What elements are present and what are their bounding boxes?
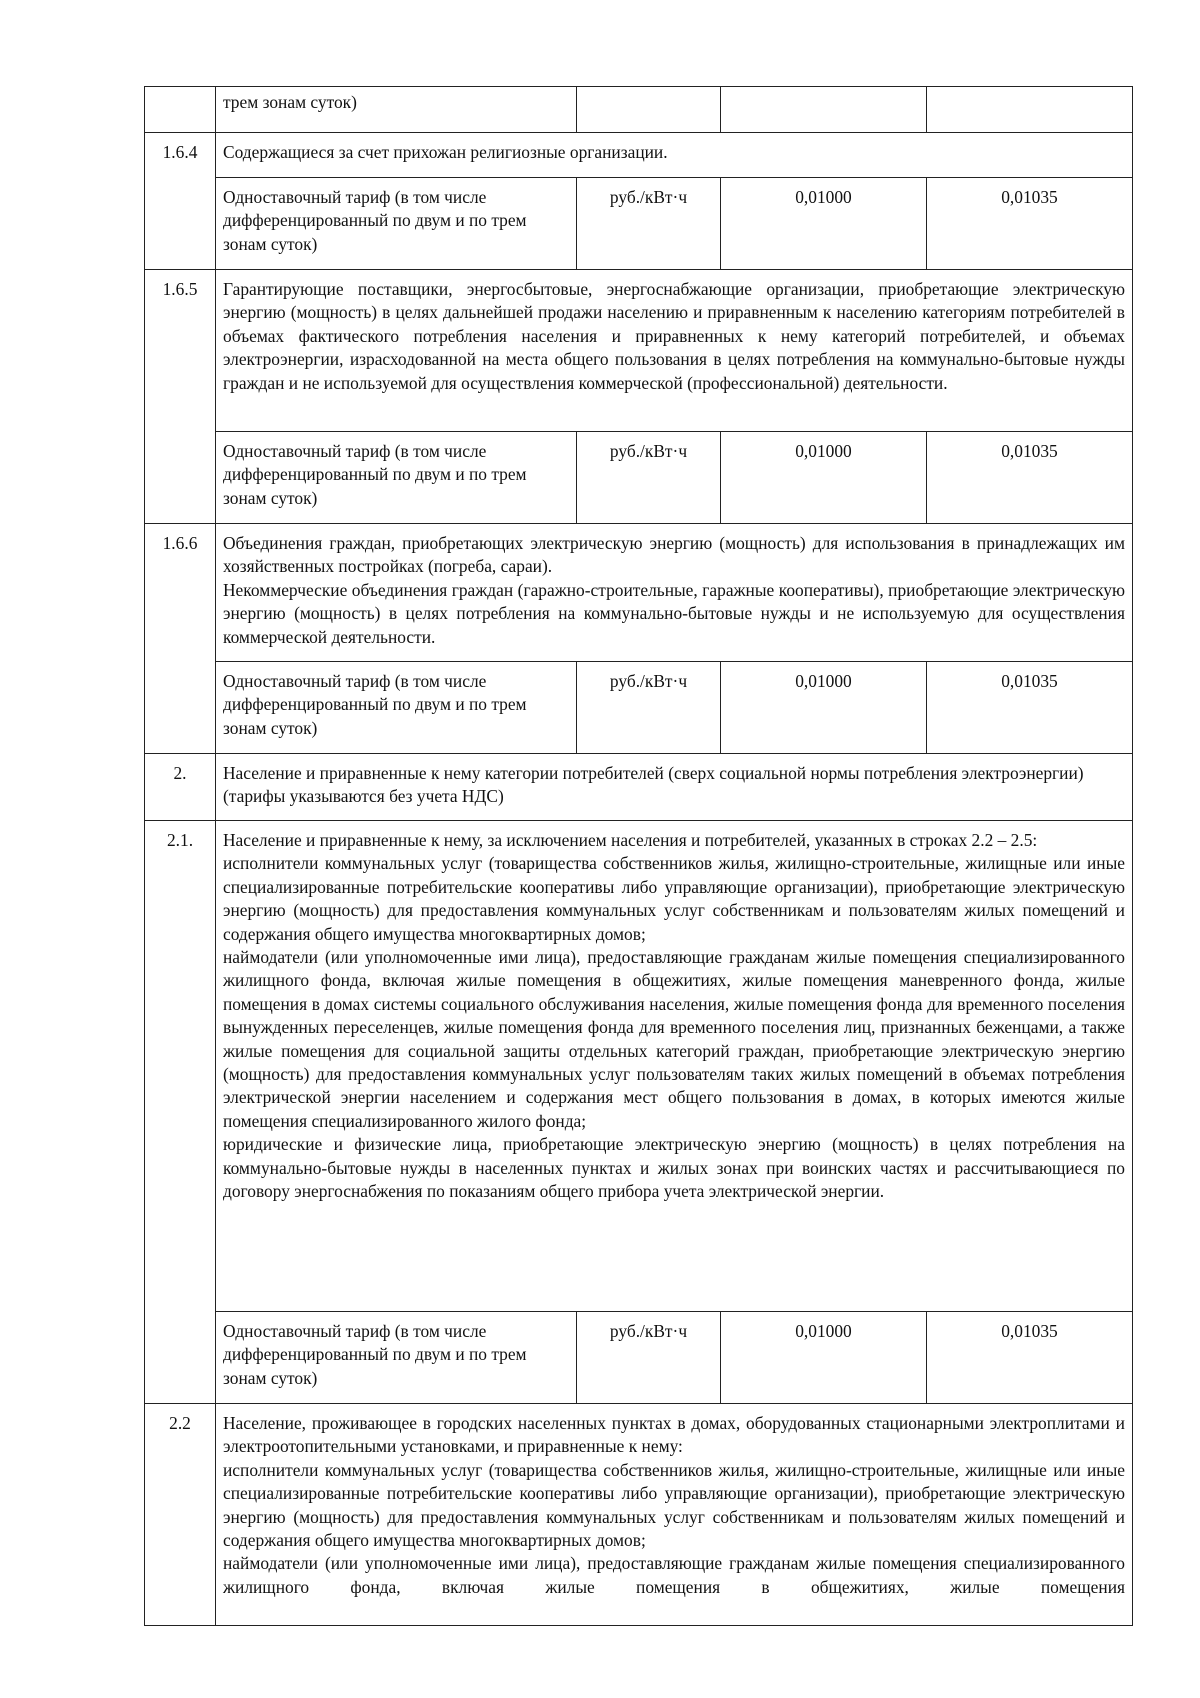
table-row-1-6-4-header [145, 133, 1133, 178]
category-description [216, 270, 1133, 432]
value-2-cell: 0,01035 [927, 662, 1133, 754]
unit-cell: руб./кВт·ч [577, 178, 721, 270]
tariff-table [144, 86, 1133, 1626]
description-paragraph: исполнители коммунальных услуг (товарищества собственников жилья, жилищно-строительные, жилищные или иные специализированные потребительские кооперативы либо управляющие организации), приобретающие электрическую энергию (мощность) для предоставления коммунальных услуг собственникам и пользователям жилых помещений и содержания общего имущества многоквартирных домов; [223, 1459, 1125, 1551]
tariff-name-cell: Одноставочный тариф (в том числе дифференцированный по двум и по трем зонам суток) [216, 178, 577, 270]
value-1-cell: 0,01000 [721, 432, 927, 524]
category-description: Содержащиеся за счет прихожан религиозные организации. [216, 133, 1133, 178]
description-paragraph: Гарантирующие поставщики, энергосбытовые, энергоснабжающие организации, приобретающие электрическую энергию (мощность) в целях дальнейшей продажи населению и приравненным к населению категориям потребителей в объемах фактического потребления населения и приравненных к нему категорий потребителей, и объемах электроэнергии, израсходованной на места общего пользования в целях потребления на коммунально-бытовые нужды граждан и не используемой для осуществления коммерческой (профессиональной) деятельности. [223, 279, 1125, 393]
unit-cell: руб./кВт·ч [577, 432, 721, 524]
table-row-1-6-6-tariff [145, 662, 1133, 754]
description-paragraph: Население и приравненные к нему, за исключением населения и потребителей, указанных в строках 2.2 – 2.5: [223, 830, 1038, 850]
category-description [216, 524, 1133, 662]
table-row-1-6-4-tariff [145, 178, 1133, 270]
row-number-cell: 1.6.5 [145, 270, 216, 524]
table-row-2-1-tariff [145, 1312, 1133, 1404]
table-row-2-1-header [145, 821, 1133, 1312]
category-description: Население и приравненные к нему категории потребителей (сверх социальной нормы потребления электроэнергии) (тарифы указываются без учета НДС) [216, 754, 1133, 821]
table-row-1-6-5-tariff [145, 432, 1133, 524]
value-2-cell: 0,01035 [927, 178, 1133, 270]
value-1-cell: 0,01000 [721, 178, 927, 270]
value-1-cell: 0,01000 [721, 1312, 927, 1404]
unit-cell: руб./кВт·ч [577, 662, 721, 754]
description-paragraph: юридические и физические лица, приобретающие электрическую энергию (мощность) в целях потребления на коммунально-бытовые нужды в населенных пунктах и жилых зонах при воинских частях и рассчитывающиеся по договору энергоснабжения по показаниям общего прибора учета электрической энергии. [223, 1134, 1125, 1202]
category-description [216, 1404, 1133, 1626]
description-paragraph: Население, проживающее в городских населенных пунктах в домах, оборудованных стационарными электроплитами и электроотопительными установками, и приравненные к нему: [223, 1413, 1125, 1457]
table-row-continuation [145, 87, 1133, 133]
row-number-cell: 1.6.6 [145, 524, 216, 754]
tariff-table-page [144, 86, 1132, 1626]
value-2-cell: 0,01035 [927, 1312, 1133, 1404]
tariff-name-cell: Одноставочный тариф (в том числе дифференцированный по двум и по трем зонам суток) [216, 662, 577, 754]
tariff-name-cell: Одноставочный тариф (в том числе дифференцированный по двум и по трем зонам суток) [216, 1312, 577, 1404]
table-row-2-2-header [145, 1404, 1133, 1626]
row-number-cell: 2.1. [145, 821, 216, 1404]
category-description [216, 821, 1133, 1312]
tariff-name-cell: трем зонам суток) [216, 87, 577, 133]
description-paragraph: Объединения граждан, приобретающих электрическую энергию (мощность) для использования в принадлежащих им хозяйственных постройках (погреба, сараи). [223, 533, 1125, 577]
table-row-2 [145, 754, 1133, 821]
unit-cell [577, 87, 721, 133]
value-1-cell: 0,01000 [721, 662, 927, 754]
row-number-cell: 2. [145, 754, 216, 821]
description-paragraph: наймодатели (или уполномоченные ими лица), предоставляющие гражданам жилые помещения специализированного жилищного фонда, включая жилые помещения в общежитиях, жилые помещения маневренного фонда, жилые помещения в домах системы социального обслуживания населения, жилые помещения фонда для временного поселения вынужденных переселенцев, жилые помещения фонда для временного поселения лиц, признанных беженцами, а также жилые помещения для социальной защиты отдельных категорий граждан, приобретающие электрическую энергию (мощность) для предоставления коммунальных услуг пользователям таких жилых помещений в объемах потребления электрической энергии населением и содержания мест общего пользования в домах, в которых имеются жилые помещения специализированного жилого фонда; [223, 947, 1125, 1131]
description-paragraph: Некоммерческие объединения граждан (гаражно-строительные, гаражные кооперативы), приобретающие электрическую энергию (мощность) в целях потребления на коммунально-бытовые нужды и не используемую для осуществления коммерческой деятельности. [223, 579, 1125, 647]
unit-cell: руб./кВт·ч [577, 1312, 721, 1404]
tariff-name-cell: Одноставочный тариф (в том числе дифференцированный по двум и по трем зонам суток) [216, 432, 577, 524]
value-2-cell: 0,01035 [927, 432, 1133, 524]
description-paragraph: наймодатели (или уполномоченные ими лица), предоставляющие гражданам жилые помещения специализированного жилищного фонда, включая жилые помещения в общежитиях, жилые помещения [223, 1553, 1125, 1597]
value-1-cell [721, 87, 927, 133]
description-paragraph: исполнители коммунальных услуг (товарищества собственников жилья, жилищно-строительные, жилищные или иные специализированные потребительские кооперативы либо управляющие организации), приобретающие электрическую энергию (мощность) для предоставления коммунальных услуг собственникам и пользователям жилых помещений и содержания общего имущества многоквартирных домов; [223, 853, 1125, 944]
row-number-cell: 2.2 [145, 1404, 216, 1626]
table-row-1-6-6-header [145, 524, 1133, 662]
row-number-cell [145, 87, 216, 133]
table-row-1-6-5-header [145, 270, 1133, 432]
value-2-cell [927, 87, 1133, 133]
row-number-cell: 1.6.4 [145, 133, 216, 270]
